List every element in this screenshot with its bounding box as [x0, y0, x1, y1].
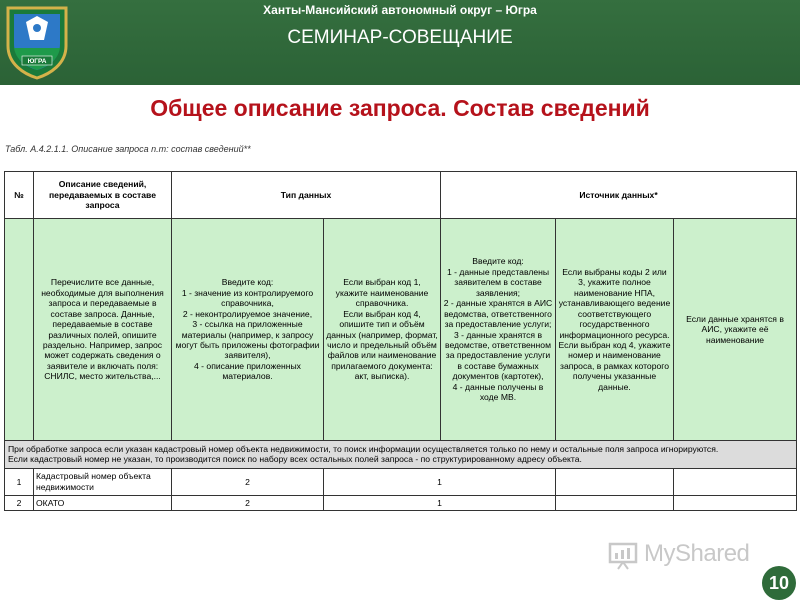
page-number-badge: 10 [762, 566, 796, 600]
table-header-row [5, 172, 797, 219]
instructions-row [5, 219, 797, 441]
instructions-num-cell [5, 219, 34, 441]
row-empty-1 [556, 468, 674, 495]
header-banner [0, 0, 800, 85]
page-title: Общее описание запроса. Состав сведений [150, 95, 650, 121]
seminar-title: СЕМИНАР-СОВЕЩАНИЕ [287, 27, 513, 48]
header-num: № [5, 172, 34, 219]
presentation-icon [608, 540, 638, 570]
instructions-type-details: Если выбран код 1, укажите наименование справочника. Если выбран код 4, опишите тип и объём данных (например, формат, число и предельный объём файлов или наименование прилагаемого документа: акт, выписка). [324, 219, 441, 441]
row-type: 2 [172, 468, 324, 495]
watermark-text: MyShared [644, 540, 750, 567]
row-num: 1 [5, 468, 34, 495]
row-source: 1 [324, 495, 556, 510]
row-empty-2 [674, 468, 797, 495]
row-type: 2 [172, 495, 324, 510]
emblem-label: ЮГРА [27, 58, 47, 65]
note-line-2: Если кадастровый номер не указан, то производится поиск по набору всех остальных полей запроса - по структурированному адресу объекта. [8, 454, 582, 465]
table-row [5, 468, 797, 495]
header-description: Описание сведений, передаваемых в составе запроса [34, 172, 172, 219]
instructions-source-npa: Если выбраны коды 2 или 3, укажите полное наименование НПА, устанавливающего ведение соответствующего государственного информационного ресурса. Если выбран код 4, укажите номер и наименование запроса, в рамках которого получены указанные данные. [556, 219, 674, 441]
region-name: Ханты-Мансийский автономный округ – Югра [263, 3, 537, 17]
instructions-source-ais: Если данные хранятся в АИС, укажите её наименование [674, 219, 797, 441]
row-source: 1 [324, 468, 556, 495]
myshared-watermark [608, 540, 768, 570]
table-caption: Табл. А.4.2.1.1. Описание запроса n.m: состав сведений** [5, 144, 251, 154]
row-num: 2 [5, 495, 34, 510]
row-empty-1 [556, 495, 674, 510]
note-row [5, 441, 797, 469]
table-row [5, 495, 797, 510]
row-name: ОКАТО [34, 495, 172, 510]
row-name: Кадастровый номер объекта недвижимости [34, 468, 172, 495]
note-line-1: При обработке запроса если указан кадастровый номер объекта недвижимости, то поиск информации осуществляется только по нему и остальные поля запроса игнорируются. [8, 444, 719, 454]
instructions-description: Перечислите все данные, необходимые для выполнения запроса и передаваемые в составе запроса. Данные, передаваемые в составе различных полей, опишите раздельно. Например, запрос может содержать сведения о заявителе и включать поля: СНИЛС, место жительства,... [34, 219, 172, 441]
header-source: Источник данных* [441, 172, 797, 219]
coat-of-arms-icon [4, 4, 70, 80]
instructions-type-code: Введите код: 1 - значение из контролируемого справочника, 2 - неконтролируемое значение, 3 - ссылка на приложенные материалы (например, к запросу могут быть приложены фотографии заявителя), 4 - описание приложенных материалов. [172, 219, 324, 441]
note-cell [5, 441, 797, 469]
instructions-source-code: Введите код: 1 - данные представлены заявителем в составе заявления; 2 - данные хранятся в АИС ведомства, ответственного за предоставление услуги; 3 - данные хранятся в ведомстве, ответственном за предоставление услуги в составе бумажных документов (картотек), 4 - данные получены в ходе МВ. [441, 219, 556, 441]
header-type: Тип данных [172, 172, 441, 219]
requirements-table [4, 171, 797, 511]
row-empty-2 [674, 495, 797, 510]
